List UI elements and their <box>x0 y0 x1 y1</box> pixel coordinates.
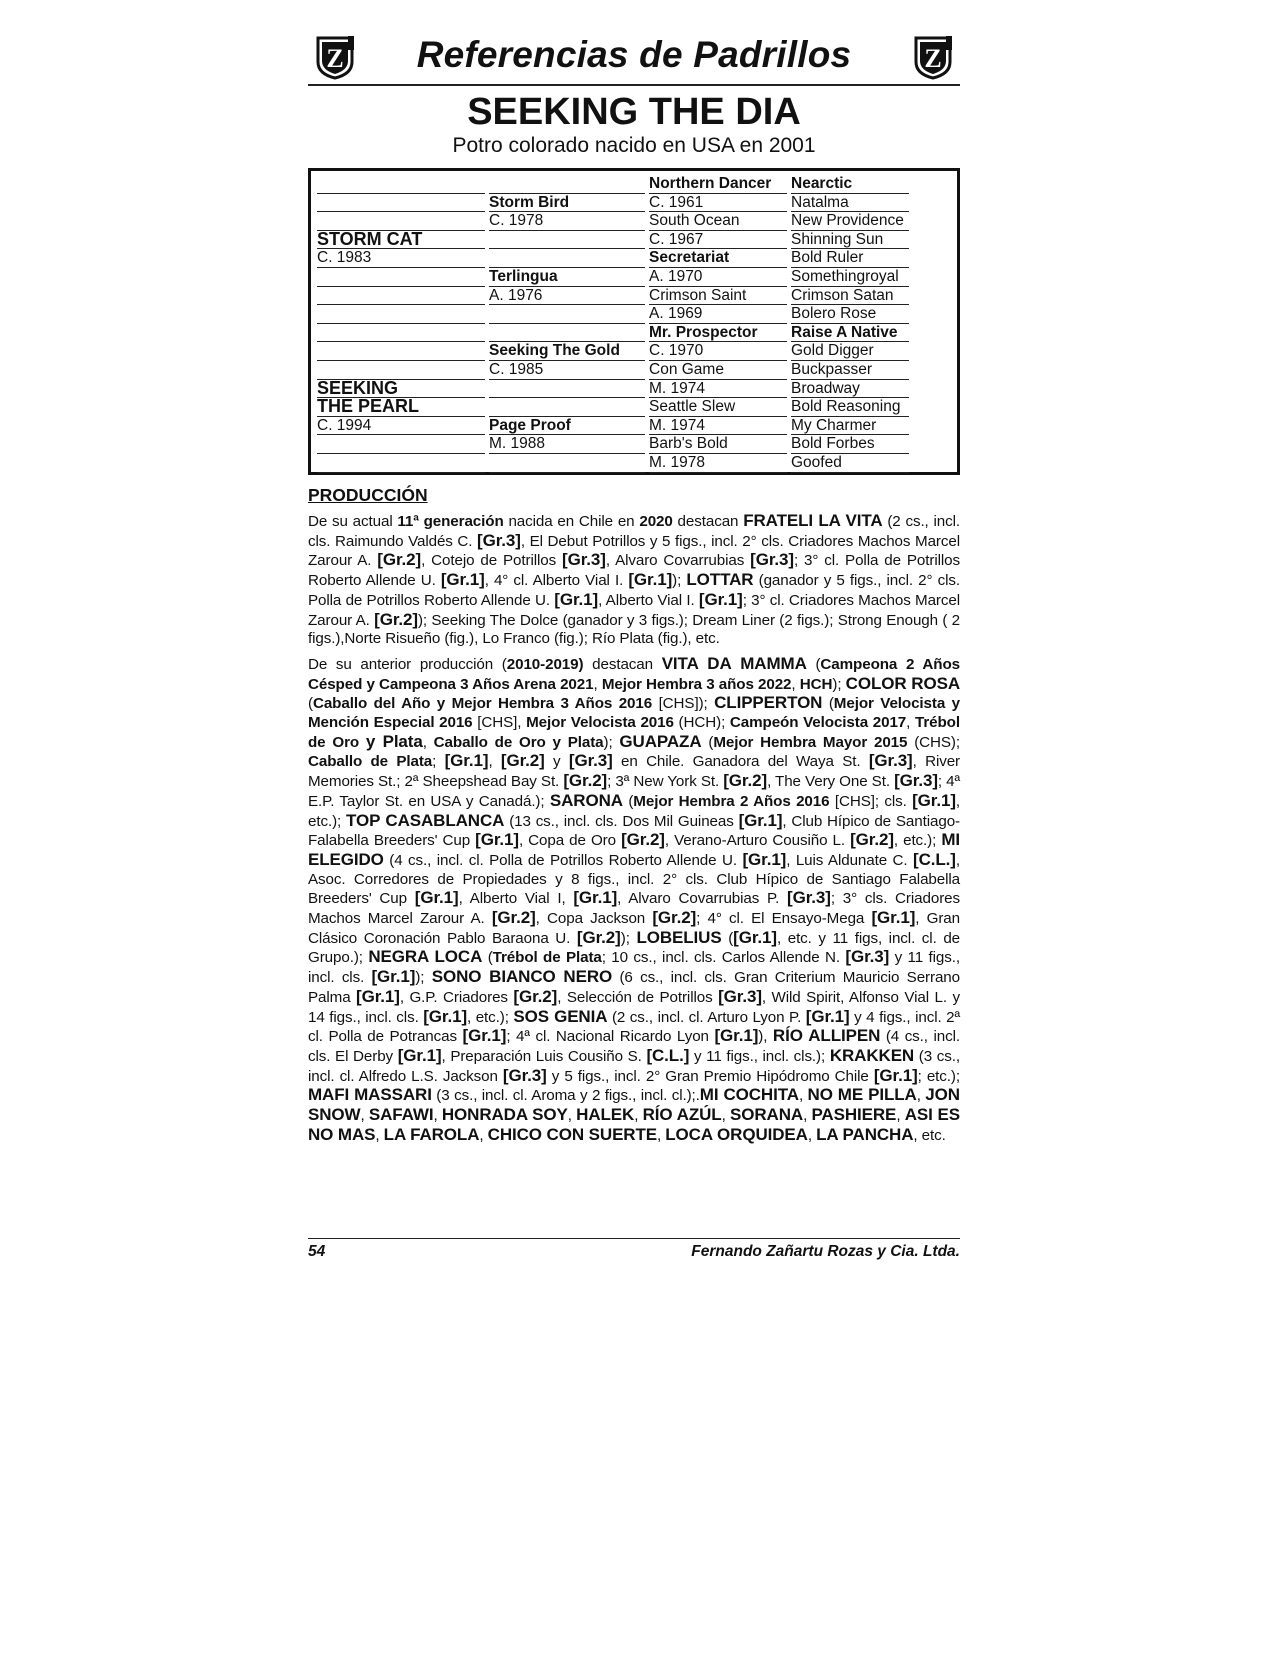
svg-text:Z: Z <box>924 44 942 73</box>
pedigree-cell: A. 1976 <box>489 286 543 304</box>
pedigree-cell: C. 1994 <box>317 416 372 434</box>
body-text: (3 cs., incl. cl. Alfredo L.S. Jackson <box>308 1047 960 1085</box>
body-text: , <box>896 1107 905 1125</box>
body-text: ); <box>832 675 846 693</box>
body-text: , Alvaro Covarrubias P. <box>617 890 788 908</box>
highlight-text: RÍO AZÚL <box>642 1105 722 1125</box>
highlight-text: [Gr.1] <box>698 589 743 609</box>
pedigree-cell: New Providence <box>791 212 904 230</box>
highlight-text: [Gr.1] <box>356 986 400 1006</box>
pedigree-cell: South Ocean <box>649 212 740 230</box>
pedigree-rule <box>317 472 485 473</box>
body-text: [CHS]); <box>652 695 715 713</box>
body-text: (ganador y 5 figs., incl. 2° cls. Polla de Potrillos Roberto Allende U. <box>308 572 960 609</box>
page-footer <box>308 1238 960 1261</box>
highlight-text: [Gr.1] <box>444 751 489 771</box>
pedigree-cell: Secretariat <box>649 249 730 267</box>
body-text: , Gran Clásico Coronación Pablo Baraona U. <box>308 910 960 947</box>
body-text: De su actual <box>308 513 398 530</box>
pedigree-rule <box>791 472 909 473</box>
bold-text: Mejor Hembra Mayor 2015 <box>713 733 908 751</box>
body-text: , <box>375 1126 384 1144</box>
page-header <box>308 32 960 86</box>
body-text: ); Seeking The Dolce (ganador y 3 figs.); Dream Liner (2 figs.); Strong Enough ( 2 figs.),Norte Risueño (fig.), Lo Franco (fig.); Río Plata (fig.), etc. <box>308 611 960 648</box>
highlight-text: [Gr.3] <box>477 530 521 550</box>
body-text: ; 4ª E.P. Taylor St. en USA y Canadá.); <box>308 773 961 810</box>
pedigree-cell: Seeking The Gold <box>489 342 620 360</box>
pedigree-rule <box>317 323 485 324</box>
pedigree-rule <box>317 286 485 287</box>
pedigree-cell: C. 1978 <box>489 212 544 230</box>
highlight-text: [Gr.1] <box>554 589 599 609</box>
highlight-text: MI ELEGIDO <box>308 830 961 869</box>
bold-text: Campeona 2 Años Césped y Campeona 3 Años Arena 2021 <box>308 655 960 693</box>
body-text: , <box>906 714 915 732</box>
body-text: destacan <box>583 655 662 673</box>
body-text: , Cotejo de Potrillos <box>421 552 563 570</box>
pedigree-cell: A. 1969 <box>649 305 703 323</box>
pedigree-table <box>308 168 960 475</box>
highlight-text: HALEK <box>576 1105 635 1125</box>
highlight-text: ASI ES NO MAS <box>308 1105 960 1144</box>
highlight-text: CHICO CON SUERTE <box>487 1124 658 1144</box>
body-text: (2 cs., incl. cl. Arturo Lyon P. <box>607 1008 806 1026</box>
body-text: , The Very One St. <box>767 773 895 791</box>
body-text: (CHS); <box>907 733 961 751</box>
bold-text: 2020 <box>639 513 673 530</box>
body-text: (4 cs., incl. cl. Polla de Potrillos Roberto Allende U. <box>383 851 743 869</box>
pedigree-rule <box>317 267 485 268</box>
highlight-text: SARONA <box>549 790 623 810</box>
body-text: ( <box>622 792 634 810</box>
pedigree-grid <box>317 175 951 470</box>
highlight-text: [Gr.2] <box>652 908 697 928</box>
body-text: ; 4° cl. El Ensayo-Mega <box>696 910 872 928</box>
highlight-text: SOS GENIA <box>513 1006 608 1026</box>
highlight-text: [Gr.3] <box>750 550 794 570</box>
pedigree-cell: C. 1983 <box>317 249 372 267</box>
pedigree-cell: Northern Dancer <box>649 175 772 192</box>
highlight-text: [Gr.1] <box>414 888 459 908</box>
highlight-text: [Gr.2] <box>723 771 768 791</box>
highlight-text: [Gr.1] <box>440 570 485 590</box>
body-text: , <box>721 1107 730 1125</box>
body-text: , Alberto Vial I, <box>458 890 574 908</box>
horse-name: SEEKING THE DIA <box>467 91 801 133</box>
bold-text: Mejor Hembra 2 Años 2016 <box>633 792 830 810</box>
pedigree-rule <box>489 304 645 305</box>
bold-text: HCH <box>799 675 833 693</box>
highlight-text: LOTTAR <box>686 570 754 590</box>
pedigree-cell: Crimson Satan <box>791 286 894 304</box>
body-text: ( <box>701 733 714 751</box>
highlight-text: [Gr.1] <box>871 908 916 928</box>
pedigree-cell: C. 1967 <box>649 230 704 248</box>
highlight-text: [Gr.3] <box>562 550 606 570</box>
pedigree-cell: Gold Digger <box>791 342 874 360</box>
pedigree-cell: Bold Reasoning <box>791 398 901 416</box>
highlight-text: [Gr.1] <box>371 967 416 987</box>
pedigree-rule <box>649 472 787 473</box>
highlight-text: [Gr.1] <box>714 1026 759 1046</box>
body-text: [CHS]; cls. <box>829 792 913 810</box>
body-text: ; 3° cls. Criadores Machos Marcel Zarour A. <box>308 890 960 928</box>
highlight-text: [Gr.2] <box>491 908 536 928</box>
highlight-text: SAFAWI <box>368 1105 434 1125</box>
body-text: destacan <box>672 513 744 530</box>
body-text: , etc.); <box>308 792 961 830</box>
highlight-text: [Gr.1] <box>873 1065 918 1085</box>
body-text: , G.P. Criadores <box>399 988 514 1006</box>
bold-text: 2010-2019) <box>506 655 584 673</box>
bold-text: Caballo de Oro y Plata <box>433 733 604 751</box>
bold-text: Mejor Velocista 2016 <box>526 714 674 732</box>
body-text: ( <box>822 695 834 713</box>
bold-text: Mejor Velocista y Mención Especial 2016 <box>308 695 961 732</box>
pedigree-cell: A. 1970 <box>649 268 703 285</box>
pedigree-cell: Somethingroyal <box>791 268 899 285</box>
highlight-text: PASHIERE <box>811 1105 897 1125</box>
bold-text: Trébol de Oro <box>308 714 960 751</box>
pedigree-rule <box>317 304 485 305</box>
pedigree-rule <box>489 323 645 324</box>
body-text: , <box>479 1126 488 1144</box>
body-text: , Selección de Potrillos <box>557 988 719 1006</box>
body-text: , <box>803 1107 812 1125</box>
horse-description: Potro colorado nacido en USA en 2001 <box>452 134 816 157</box>
body-text: nacida en Chile en <box>503 513 640 530</box>
pedigree-cell: Bolero Rose <box>791 305 877 323</box>
body-text: ; 3ª New York St. <box>607 773 724 791</box>
body-text: ( <box>308 695 313 713</box>
highlight-text: [Gr.3] <box>502 1065 547 1085</box>
pedigree-cell: SEEKING <box>317 377 399 398</box>
body-text <box>359 734 366 751</box>
body-text: (6 cs., incl. cls. Gran Criterium Mauricio Serrano Palma <box>308 969 960 1006</box>
bold-text: Caballo del Año y Mejor Hembra 3 Años 2016 <box>312 695 653 713</box>
body-text: , <box>807 1126 817 1144</box>
body-text: , <box>567 1107 577 1125</box>
pedigree-cell: Mr. Prospector <box>649 323 758 341</box>
highlight-text: [Gr.3] <box>894 771 938 791</box>
svg-text:Z: Z <box>326 44 344 73</box>
body-text: , Wild Spirit, Alfonso Vial L. y 14 figs., incl. cls. <box>308 988 960 1026</box>
pedigree-cell: Storm Bird <box>489 193 570 211</box>
pedigree-cell: My Charmer <box>791 416 877 434</box>
body-text: , <box>791 675 800 693</box>
body-text: , <box>916 1087 926 1105</box>
body-text: ); <box>603 733 620 751</box>
bold-text: Mejor Hembra 3 años 2022 <box>601 675 792 693</box>
highlight-text: [Gr.2] <box>563 771 608 791</box>
highlight-text: [Gr.1] <box>475 830 519 850</box>
body-text: , Copa Jackson <box>535 910 653 928</box>
highlight-text: [Gr.2] <box>576 927 621 947</box>
highlight-text: [Gr.1] <box>628 570 673 590</box>
body-text: , <box>360 1107 369 1125</box>
highlight-text: SONO BIANCO NERO <box>431 967 613 987</box>
pedigree-rule <box>317 193 485 194</box>
highlight-text: KRAKKEN <box>829 1045 915 1065</box>
body-text: (4 cs., incl. cls. El Derby <box>308 1028 960 1065</box>
body-text: , River Memories St.; 2ª Sheepshead Bay St. <box>308 753 961 791</box>
highlight-text: [Gr.2] <box>377 550 422 570</box>
pedigree-cell: M. 1974 <box>649 416 706 434</box>
bold-text: Caballo de Plata <box>308 753 433 771</box>
highlight-text: [C.L.] <box>913 849 956 869</box>
body-text: ); <box>672 572 687 590</box>
body-text: ; 10 cs., incl. cls. Carlos Allende N. <box>601 949 846 967</box>
highlight-text: TOP CASABLANCA <box>346 810 505 830</box>
pedigree-cell: Goofed <box>791 454 842 471</box>
highlight-text: y Plata <box>365 731 423 751</box>
pedigree-rule <box>317 434 485 435</box>
body-text: , <box>422 733 434 751</box>
bold-text: Campeón Velocista 2017 <box>729 714 907 732</box>
bold-text: Trébol de Plata <box>492 949 602 967</box>
pedigree-cell: Raise A Native <box>791 323 898 341</box>
body-text: , <box>488 753 501 771</box>
body-text: [CHS], <box>472 714 527 732</box>
pedigree-cell: Page Proof <box>489 416 571 434</box>
body-text: De su anterior producción ( <box>308 655 507 673</box>
body-text: y 11 figs., incl. cls. <box>308 949 960 987</box>
highlight-text: LOBELIUS <box>636 927 722 947</box>
body-text: ); <box>620 929 637 947</box>
highlight-text: [Gr.1] <box>738 810 783 830</box>
highlight-text: [Gr.1] <box>733 927 777 947</box>
pedigree-rule <box>489 379 645 380</box>
pedigree-rule <box>317 360 485 361</box>
body-text: , <box>634 1107 643 1125</box>
body-text: (3 cs., incl. cl. Aroma y 2 figs., incl. cl.);. <box>431 1087 700 1105</box>
page <box>308 32 960 1146</box>
body-text: , Copa de Oro <box>518 832 622 850</box>
pedigree-cell: M. 1978 <box>649 454 706 471</box>
pedigree-cell: Barb's Bold <box>649 435 728 453</box>
body-text: ); <box>415 969 432 987</box>
body-text: ; <box>432 753 445 771</box>
zr-logo-icon <box>910 34 956 80</box>
publisher: Fernando Zañartu Rozas y Cia. Ltda. <box>691 1243 960 1260</box>
header-title: Referencias de Padrillos <box>416 34 852 75</box>
body-text: , Luis Aldunate C. <box>786 851 914 869</box>
highlight-text: [Gr.3] <box>787 888 831 908</box>
highlight-text: RÍO ALLIPEN <box>772 1026 881 1046</box>
production-title: PRODUCCIÓN <box>308 485 428 505</box>
body-text: y 5 figs., incl. 2° Gran Premio Hipódromo Chile <box>546 1067 874 1085</box>
pedigree-cell: Natalma <box>791 193 849 211</box>
highlight-text: GUAPAZA <box>619 731 702 751</box>
pedigree-cell: C. 1970 <box>649 342 704 360</box>
body-text: , <box>798 1087 808 1105</box>
body-text: ), <box>758 1028 773 1046</box>
highlight-text: [Gr.3] <box>568 751 613 771</box>
body-text: ; etc.); <box>917 1067 960 1085</box>
pedigree-cell: THE PEARL <box>317 396 420 417</box>
pedigree-cell: STORM CAT <box>317 228 423 249</box>
highlight-text: HONRADA SOY <box>441 1105 568 1125</box>
pedigree-cell: Bold Forbes <box>791 435 875 453</box>
highlight-text: [Gr.2] <box>850 830 894 850</box>
body-text: , <box>593 675 602 693</box>
highlight-text: [Gr.1] <box>423 1006 468 1026</box>
production-paragraph-previous <box>308 655 960 1146</box>
pedigree-cell: M. 1974 <box>649 379 706 397</box>
highlight-text: [Gr.3] <box>718 986 762 1006</box>
pedigree-cell: Broadway <box>791 379 860 397</box>
body-text: , <box>433 1107 442 1125</box>
highlight-text: [C.L.] <box>646 1045 690 1065</box>
pedigree-rule <box>489 453 645 454</box>
body-text: (2 cs., incl. cls. Raimundo Valdés C. <box>308 513 960 550</box>
highlight-text: MAFI MASSARI <box>308 1085 432 1105</box>
highlight-text: CLIPPERTON <box>714 693 823 713</box>
highlight-text: [Gr.1] <box>573 888 618 908</box>
body-text: ( <box>721 929 734 947</box>
body-text: , <box>657 1126 666 1144</box>
body-text: , Club Hípico de Santiago-Falabella Breeders' Cup <box>308 812 960 850</box>
body-text: ( <box>806 655 821 673</box>
body-text: , Alberto Vial I. <box>598 591 699 609</box>
production-paragraph-current <box>308 512 960 649</box>
pedigree-cell: M. 1988 <box>489 435 546 453</box>
highlight-text: VITA DA MAMMA <box>661 653 807 673</box>
pedigree-rule <box>489 248 645 249</box>
highlight-text: [Gr.2] <box>374 609 418 629</box>
highlight-text: [Gr.2] <box>500 751 545 771</box>
bold-text: 11ª generación <box>397 513 504 530</box>
body-text: y 11 figs., incl. cls.); <box>689 1047 830 1065</box>
pedigree-cell: Shinning Sun <box>791 230 884 248</box>
pedigree-cell: C. 1961 <box>649 193 704 211</box>
body-text: , etc.); <box>467 1008 514 1026</box>
body-text: y <box>544 753 569 771</box>
body-text: ; 3° cl. Polla de Potrillos Roberto Allende U. <box>308 552 960 590</box>
highlight-text: [Gr.3] <box>868 751 913 771</box>
pedigree-cell: Terlingua <box>489 268 558 285</box>
highlight-text: [Gr.1] <box>742 849 787 869</box>
body-text: , Asoc. Corredores de Propiedades y 8 figs., incl. 2° cls. Club Hípico de Santiago Falabella Breeders' Cup <box>308 851 960 908</box>
body-text: ( <box>482 949 493 967</box>
body-text: , Alvaro Covarrubias <box>605 552 751 570</box>
body-text: ; 4ª cl. Nacional Ricardo Lyon <box>506 1028 715 1046</box>
highlight-text: FRATELI LA VITA <box>743 511 883 530</box>
highlight-text: LOCA ORQUIDEA <box>665 1124 808 1144</box>
pedigree-cell: Crimson Saint <box>649 286 747 304</box>
highlight-text: [Gr.3] <box>845 947 890 967</box>
pedigree-cell: Seattle Slew <box>649 398 736 416</box>
highlight-text: [Gr.2] <box>621 830 665 850</box>
highlight-text: [Gr.1] <box>462 1026 507 1046</box>
body-text: , El Debut Potrillos y 5 figs., incl. 2° cls. Criadores Machos Marcel Zarour A. <box>308 532 960 570</box>
pedigree-cell: Buckpasser <box>791 361 872 378</box>
body-text: , etc. y 11 figs, incl. cl. de Grupo.); <box>308 929 961 967</box>
body-text: , Verano-Arturo Cousiño L. <box>664 832 851 850</box>
body-text: ; 3° cl. Criadores Machos Marcel Zarour A. <box>308 591 960 629</box>
pedigree-rule <box>317 211 485 212</box>
pedigree-cell: Con Game <box>649 361 724 378</box>
highlight-text: [Gr.1] <box>397 1045 442 1065</box>
highlight-text: [Gr.1] <box>805 1006 850 1026</box>
page-number: 54 <box>308 1243 326 1260</box>
pedigree-rule <box>489 472 645 473</box>
highlight-text: NO ME PILLA <box>807 1085 917 1105</box>
pedigree-rule <box>317 341 485 342</box>
pedigree-rule <box>489 397 645 398</box>
highlight-text: MI COCHITA <box>699 1085 799 1105</box>
highlight-text: [Gr.1] <box>912 790 956 810</box>
highlight-text: [Gr.2] <box>513 986 558 1006</box>
highlight-text: LA PANCHA <box>816 1124 914 1144</box>
highlight-text: COLOR ROSA <box>845 673 960 693</box>
body-text: , etc. <box>913 1126 946 1144</box>
body-text: en Chile. Ganadora del Waya St. <box>612 753 869 771</box>
pedigree-cell: C. 1985 <box>489 361 544 378</box>
highlight-text: LA FAROLA <box>383 1124 480 1144</box>
body-text: y 4 figs., incl. 2ª cl. Polla de Potrancas <box>308 1008 960 1046</box>
pedigree-rule <box>489 230 645 231</box>
highlight-text: JON SNOW <box>308 1085 960 1125</box>
pedigree-rule <box>317 453 485 454</box>
body-text: , etc.); <box>893 832 942 850</box>
body-text: , 4° cl. Alberto Vial I. <box>484 572 629 590</box>
body-text: (13 cs., incl. cls. Dos Mil Guineas <box>504 812 739 830</box>
highlight-text: SORANA <box>729 1105 804 1125</box>
pedigree-cell: Bold Ruler <box>791 249 864 267</box>
highlight-text: NEGRA LOCA <box>368 947 483 967</box>
body-text: , Preparación Luis Cousiño S. <box>441 1047 647 1065</box>
body-text: (HCH); <box>673 714 730 732</box>
pedigree-cell: Nearctic <box>791 175 853 192</box>
